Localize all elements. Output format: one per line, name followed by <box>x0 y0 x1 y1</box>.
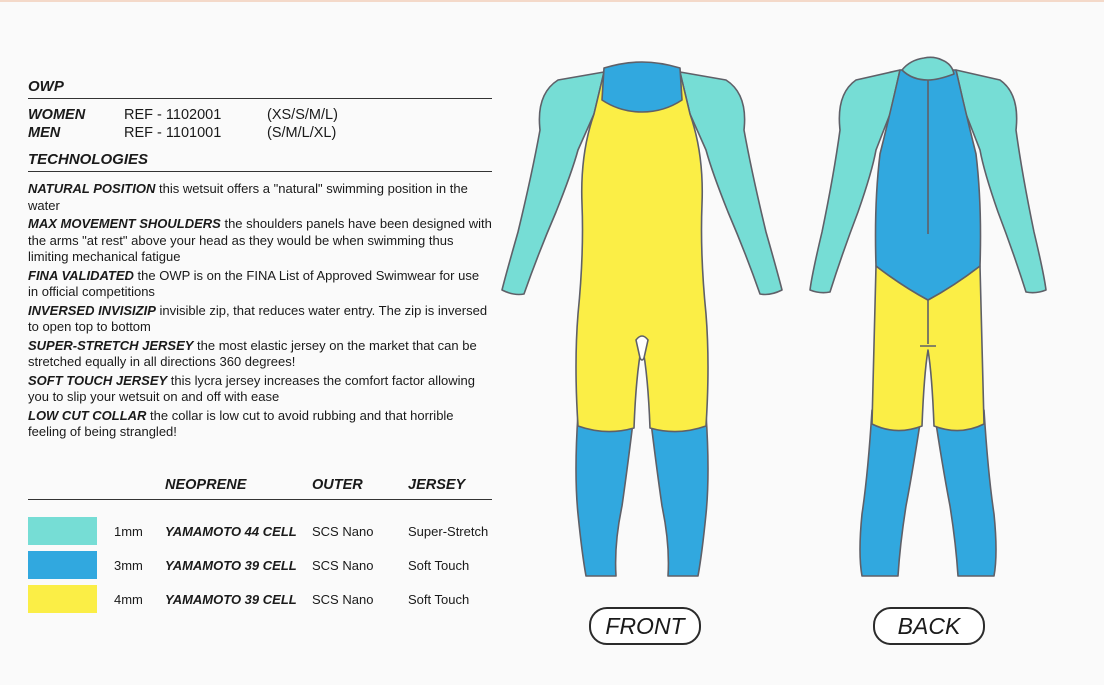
neoprene-type: YAMAMOTO 39 CELL <box>165 557 297 573</box>
gender-label: MEN <box>28 125 61 141</box>
material-row <box>28 514 492 548</box>
outer-header: OUTER <box>312 473 408 500</box>
size-range: (XS/S/M/L) <box>267 107 338 123</box>
collar-panel <box>602 62 682 112</box>
material-row <box>28 548 492 582</box>
left-leg <box>576 414 634 576</box>
technology-text: the most elastic jersey on the market that can be stretched equally in all directions 360 degrees! <box>28 337 477 369</box>
technology-text: the shoulders panels have been designed with the arms "at rest" above your head as they would be when swimming thus limiting mechanical fatigue <box>28 216 492 264</box>
technology-title: NATURAL POSITION <box>28 181 156 196</box>
technology-item <box>28 338 492 371</box>
technology-text: this wetsuit offers a "natural" swimming position in the water <box>28 181 468 213</box>
neoprene-header: NEOPRENE <box>165 473 312 500</box>
materials-table <box>28 473 492 616</box>
outer-type: SCS Nano <box>312 557 374 573</box>
reference-row <box>28 106 492 124</box>
technologies-heading: TECHNOLOGIES <box>28 151 492 172</box>
color-swatch-teal <box>28 517 97 545</box>
technology-text: this lycra jersey increases the comfort factor allowing you to slip your wetsuit on and off with ease <box>28 372 475 404</box>
color-swatch-yellow <box>28 585 97 613</box>
technology-title: MAX MOVEMENT SHOULDERS <box>28 216 221 231</box>
technology-title: LOW CUT COLLAR <box>28 407 147 423</box>
material-row <box>28 582 492 616</box>
color-swatch-blue <box>28 551 97 579</box>
outer-type: SCS Nano <box>312 523 374 539</box>
reference-row <box>28 124 492 142</box>
reference-list <box>28 106 492 142</box>
technology-item <box>28 216 492 266</box>
front-view-label: FRONT <box>589 607 701 645</box>
outer-type: SCS Nano <box>312 591 374 607</box>
jersey-type: Soft Touch <box>408 591 470 607</box>
right-leg <box>934 410 996 576</box>
reference-code: REF - 1101001 <box>124 125 222 141</box>
wetsuit-front-illustration <box>498 54 790 594</box>
top-divider <box>0 0 1104 2</box>
torso-panel <box>576 72 708 432</box>
materials-header-row <box>28 473 492 500</box>
neoprene-type: YAMAMOTO 39 CELL <box>165 591 297 607</box>
technology-list <box>28 181 492 441</box>
jersey-header: JERSEY <box>408 473 492 500</box>
wetsuit-back-illustration <box>806 54 1050 594</box>
thickness: 3mm <box>114 557 143 573</box>
technology-title: SOFT TOUCH JERSEY <box>28 372 168 388</box>
thickness: 4mm <box>114 591 143 607</box>
left-leg <box>860 410 922 576</box>
back-view-label: BACK <box>873 607 985 645</box>
technology-text: the collar is low cut to avoid rubbing and that horrible feeling of being strangled! <box>28 407 454 439</box>
thickness: 1mm <box>114 523 143 539</box>
technology-text: invisible zip, that reduces water entry. The zip is inversed to open top to bottom <box>28 302 488 334</box>
product-info <box>28 78 492 443</box>
collar-panel <box>902 57 954 80</box>
size-range: (S/M/L/XL) <box>267 125 337 141</box>
technology-title: FINA VALIDATED <box>28 267 134 283</box>
neoprene-type: YAMAMOTO 44 CELL <box>165 523 297 539</box>
technology-item <box>28 373 492 406</box>
technology-item <box>28 268 492 301</box>
technology-text: the OWP is on the FINA List of Approved Swimwear for use in official competitions <box>28 267 480 299</box>
jersey-type: Soft Touch <box>408 557 470 573</box>
technology-item <box>28 181 492 214</box>
technology-item <box>28 303 492 336</box>
jersey-type: Super-Stretch <box>408 523 489 539</box>
reference-code: REF - 1102001 <box>124 107 222 123</box>
gender-label: WOMEN <box>28 107 86 123</box>
technology-title: INVERSED INVISIZIP <box>28 302 156 318</box>
technology-item <box>28 408 492 441</box>
right-leg <box>650 414 708 576</box>
technology-title: SUPER-STRETCH JERSEY <box>28 337 194 353</box>
product-name: OWP <box>28 78 492 99</box>
